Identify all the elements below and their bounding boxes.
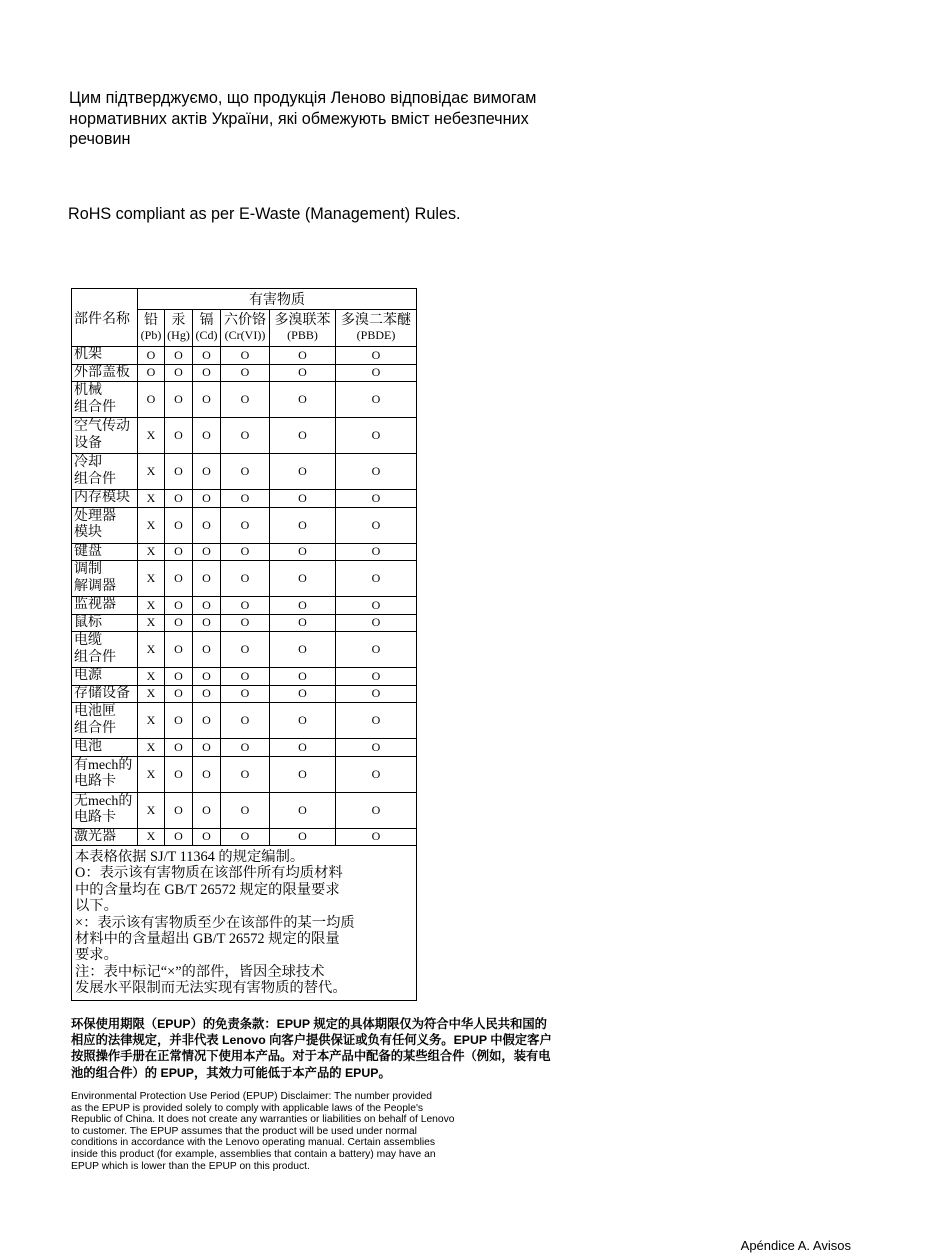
table-row: [72, 668, 417, 686]
substance-value-cell: O: [221, 614, 270, 632]
rohs-statement: RoHS compliant as per E-Waste (Management) Rules.: [68, 205, 461, 223]
substance-value-cell: O: [165, 703, 193, 739]
table-row: [72, 703, 417, 739]
table-row: [72, 382, 417, 418]
substance-value-cell: O: [221, 347, 270, 365]
part-name-cell: 无mech的 电路卡: [72, 792, 138, 828]
substance-value-cell: O: [221, 418, 270, 454]
substance-value-cell: O: [270, 703, 336, 739]
table-body: [72, 347, 417, 846]
substance-value-cell: O: [270, 490, 336, 508]
substance-symbol: (PBB): [287, 328, 318, 342]
table-row: [72, 490, 417, 508]
substance-value-cell: O: [193, 490, 221, 508]
substance-value-cell: O: [193, 792, 221, 828]
substance-value-cell: O: [165, 347, 193, 365]
substance-value-cell: O: [165, 792, 193, 828]
substance-value-cell: O: [270, 347, 336, 365]
table-row: [72, 828, 417, 846]
substance-value-cell: O: [165, 597, 193, 615]
substance-header: [221, 310, 270, 347]
substance-value-cell: O: [193, 364, 221, 382]
part-name-cell: 激光器: [72, 828, 138, 846]
substance-name: 铅: [144, 313, 158, 328]
substance-value-cell: O: [336, 507, 417, 543]
substance-value-cell: O: [270, 739, 336, 757]
substance-value-cell: O: [165, 490, 193, 508]
substance-value-cell: X: [138, 668, 165, 686]
substance-value-cell: O: [270, 543, 336, 561]
substance-value-cell: O: [165, 614, 193, 632]
substance-value-cell: O: [193, 828, 221, 846]
substance-value-cell: X: [138, 828, 165, 846]
substance-value-cell: O: [221, 792, 270, 828]
substance-value-cell: O: [336, 454, 417, 490]
part-name-cell: 鼠标: [72, 614, 138, 632]
substance-value-cell: O: [193, 668, 221, 686]
part-name-cell: 机架: [72, 347, 138, 365]
part-name-cell: 键盘: [72, 543, 138, 561]
substance-header: [138, 310, 165, 347]
substance-value-cell: O: [221, 507, 270, 543]
table-row: [72, 418, 417, 454]
substance-value-cell: O: [270, 507, 336, 543]
part-name-cell: 电池匣 组合件: [72, 703, 138, 739]
substance-symbol: (Cr(VI)): [224, 328, 266, 342]
substance-value-cell: O: [270, 364, 336, 382]
hazardous-substances-table: [71, 288, 417, 1001]
substance-value-cell: O: [221, 490, 270, 508]
substance-name: 汞: [171, 313, 186, 328]
ukrainian-statement: Цим підтверджуємо, що продукція Леново відповідає вимогам нормативних актів України, які обмежують вміст небезпечних речовин: [69, 89, 537, 148]
substance-value-cell: O: [193, 703, 221, 739]
substance-value-cell: O: [336, 756, 417, 792]
substance-header: [193, 310, 221, 347]
part-name-cell: 电缆 组合件: [72, 632, 138, 668]
substance-value-cell: O: [336, 668, 417, 686]
substance-name: 镉: [199, 313, 214, 328]
substance-value-cell: X: [138, 418, 165, 454]
substance-symbol: (Cd): [195, 328, 218, 342]
substance-value-cell: O: [336, 685, 417, 703]
substance-value-cell: X: [138, 632, 165, 668]
table-row: [72, 756, 417, 792]
substance-value-cell: O: [165, 685, 193, 703]
substance-value-cell: O: [336, 632, 417, 668]
substance-name: 多溴联苯: [274, 313, 331, 328]
substance-value-cell: O: [221, 756, 270, 792]
substance-value-cell: O: [165, 561, 193, 597]
substance-value-cell: O: [193, 597, 221, 615]
part-name-cell: 存储设备: [72, 685, 138, 703]
substance-value-cell: O: [336, 347, 417, 365]
substance-value-cell: O: [221, 561, 270, 597]
table-row: [72, 543, 417, 561]
substance-value-cell: O: [221, 382, 270, 418]
substance-value-cell: O: [165, 756, 193, 792]
part-name-cell: 机械 组合件: [72, 382, 138, 418]
substance-value-cell: O: [336, 792, 417, 828]
substance-value-cell: O: [193, 632, 221, 668]
substance-value-cell: O: [138, 347, 165, 365]
substance-value-cell: O: [336, 543, 417, 561]
substance-value-cell: O: [193, 685, 221, 703]
substance-value-cell: O: [336, 739, 417, 757]
substance-value-cell: O: [193, 756, 221, 792]
substance-value-cell: O: [221, 454, 270, 490]
substance-value-cell: X: [138, 756, 165, 792]
substance-value-cell: X: [138, 543, 165, 561]
substance-value-cell: O: [165, 632, 193, 668]
substance-value-cell: O: [270, 668, 336, 686]
substance-value-cell: X: [138, 454, 165, 490]
substance-value-cell: X: [138, 685, 165, 703]
header-part-name: 部件名称: [72, 289, 138, 347]
substance-value-cell: O: [221, 597, 270, 615]
substance-value-cell: O: [221, 543, 270, 561]
substance-value-cell: O: [221, 685, 270, 703]
part-name-cell: 电池: [72, 739, 138, 757]
table-notes: 本表格依据 SJ/T 11364 的规定编制。 O：表示该有害物质在该部件所有均质材料 中的含量均在 GB/T 26572 规定的限量要求 以下。 ×：表示该有害物质至少在该部件的某一均质 材料中的含量超出 GB/T 26572 规定的限量 要求。 注：表中标记“×”的部件，皆因全球技术 发展水平限制而无法实现有害物质的替代。: [72, 846, 417, 1001]
substance-value-cell: O: [165, 364, 193, 382]
substance-header: [270, 310, 336, 347]
substance-value-cell: O: [165, 543, 193, 561]
table-row: [72, 507, 417, 543]
table-row: [72, 454, 417, 490]
substance-value-cell: O: [270, 632, 336, 668]
substance-value-cell: O: [221, 632, 270, 668]
substance-value-cell: O: [221, 739, 270, 757]
substance-value-cell: O: [165, 418, 193, 454]
substance-value-cell: O: [270, 561, 336, 597]
substance-value-cell: O: [270, 685, 336, 703]
table-row: [72, 364, 417, 382]
substance-value-cell: X: [138, 490, 165, 508]
substance-value-cell: O: [193, 614, 221, 632]
substance-value-cell: O: [193, 739, 221, 757]
substance-value-cell: O: [138, 382, 165, 418]
part-name-cell: 监视器: [72, 597, 138, 615]
substance-value-cell: O: [336, 418, 417, 454]
substance-header: [336, 310, 417, 347]
header-hazardous-substances: 有害物质: [138, 289, 417, 310]
part-name-cell: 处理器 模块: [72, 507, 138, 543]
page-footer: Apéndice A. Avisos: [740, 1238, 851, 1253]
substance-value-cell: O: [193, 418, 221, 454]
substance-value-cell: X: [138, 507, 165, 543]
substance-value-cell: O: [336, 828, 417, 846]
substance-value-cell: O: [270, 614, 336, 632]
part-name-cell: 冷却 组合件: [72, 454, 138, 490]
substance-value-cell: X: [138, 739, 165, 757]
substance-symbol: (PBDE): [356, 328, 396, 342]
substance-value-cell: O: [221, 668, 270, 686]
substance-value-cell: O: [165, 382, 193, 418]
substance-value-cell: O: [336, 703, 417, 739]
substance-value-cell: X: [138, 703, 165, 739]
epup-disclaimer-english: Environmental Protection Use Period (EPUP) Disclaimer: The number provided as the EPUP is provided solely to comply with applicable laws of the People's Republic of China. It does not create any warranties or liabilities on behalf of Lenovo to customer. The EPUP assumes that the product will be used under normal conditions in accordance with the Lenovo operating manual. Certain assemblies inside this product (for example, assemblies that contain a battery) may have an EPUP which is lower than the EPUP on this product.: [71, 1091, 455, 1172]
table-row: [72, 347, 417, 365]
substance-symbol: (Hg): [167, 328, 190, 342]
substance-value-cell: O: [270, 756, 336, 792]
substance-value-cell: O: [270, 454, 336, 490]
substance-value-cell: O: [165, 454, 193, 490]
substance-value-cell: O: [193, 561, 221, 597]
substance-name: 多溴二苯醚: [341, 313, 411, 328]
substance-value-cell: O: [336, 597, 417, 615]
substance-value-cell: X: [138, 792, 165, 828]
substance-symbol: (Pb): [140, 328, 162, 342]
substance-value-cell: O: [270, 382, 336, 418]
substance-value-cell: O: [193, 347, 221, 365]
substance-value-cell: O: [221, 703, 270, 739]
substance-value-cell: O: [270, 792, 336, 828]
part-name-cell: 调制 解调器: [72, 561, 138, 597]
substance-value-cell: O: [193, 507, 221, 543]
substance-header: [165, 310, 193, 347]
substance-value-cell: O: [165, 507, 193, 543]
part-name-cell: 有mech的 电路卡: [72, 756, 138, 792]
substance-value-cell: O: [221, 828, 270, 846]
substance-value-cell: O: [193, 382, 221, 418]
substance-value-cell: O: [270, 418, 336, 454]
epup-disclaimer-chinese: 环保使用期限（EPUP）的免责条款：EPUP 规定的具体期限仅为符合中华人民共和国的 相应的法律规定，并非代表 Lenovo 向客户提供保证或负有任何义务。EPUP 中假定客户 按照操作手册在正常情况下使用本产品。对于本产品中配备的某些组合件（例如，装有电 池的组合件）的 EPUP，其效力可能低于本产品的 EPUP。: [71, 1017, 552, 1080]
table-row: [72, 739, 417, 757]
substance-value-cell: O: [193, 454, 221, 490]
table-row: [72, 792, 417, 828]
substance-value-cell: O: [165, 828, 193, 846]
part-name-cell: 外部盖板: [72, 364, 138, 382]
substance-value-cell: O: [165, 668, 193, 686]
substance-value-cell: O: [193, 543, 221, 561]
substance-value-cell: O: [336, 490, 417, 508]
substance-value-cell: O: [336, 382, 417, 418]
substance-value-cell: O: [270, 828, 336, 846]
table-row: [72, 685, 417, 703]
table-row: [72, 614, 417, 632]
table-row: [72, 561, 417, 597]
substance-value-cell: O: [270, 597, 336, 615]
substance-value-cell: X: [138, 614, 165, 632]
substance-value-cell: X: [138, 561, 165, 597]
substance-value-cell: O: [336, 614, 417, 632]
table-row: [72, 632, 417, 668]
substance-value-cell: O: [336, 364, 417, 382]
part-name-cell: 内存模块: [72, 490, 138, 508]
table-row: [72, 597, 417, 615]
substance-value-cell: O: [165, 739, 193, 757]
substance-value-cell: O: [336, 561, 417, 597]
substance-name: 六价铬: [224, 313, 266, 328]
substance-value-cell: O: [138, 364, 165, 382]
substance-value-cell: X: [138, 597, 165, 615]
part-name-cell: 电源: [72, 668, 138, 686]
substance-value-cell: O: [221, 364, 270, 382]
part-name-cell: 空气传动 设备: [72, 418, 138, 454]
